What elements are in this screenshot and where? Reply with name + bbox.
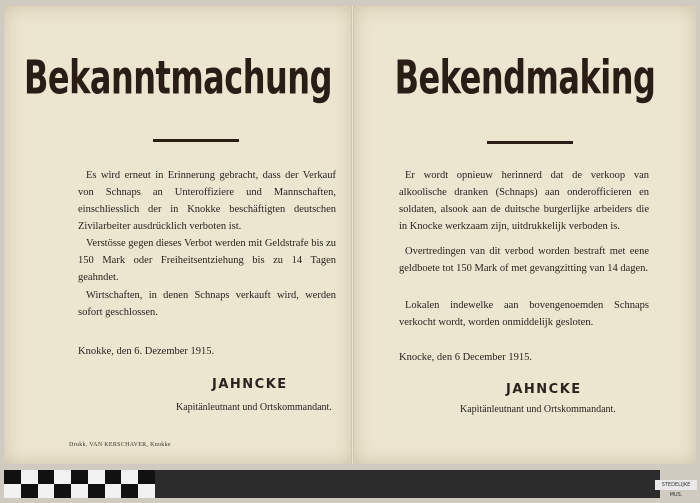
archive-label-badge: STEDELIJKE MUS. bbox=[655, 480, 697, 490]
german-title-rule bbox=[153, 139, 239, 142]
german-paragraph-2: Verstösse gegen dieses Verbot werden mit Geldstrafe bis zu 150 Mark oder Freiheitsentziehung bis zu 14 Tagen geahndet. bbox=[78, 238, 336, 283]
dutch-paragraph-1: Er wordt opnieuw herinnerd dat de verkoop van alkoolische dranken (Schnaps) aan onderofficieren en soldaten, alsook aan de duitsche burgerlijke arbeiders die in Knocke werkzaam zijn, uitdrukkelijk verboden is. bbox=[399, 170, 649, 232]
scale-dark-strip bbox=[155, 470, 660, 498]
dutch-title: Bekendmaking bbox=[394, 50, 656, 106]
dutch-paragraph-3: Lokalen indewelke aan bovengenoemden Schnaps verkocht wordt, worden onmiddelijk gesloten. bbox=[399, 300, 649, 328]
dutch-signatory: JAHNCKE bbox=[506, 382, 582, 397]
dutch-paragraph-2: Overtredingen van dit verbod worden bestraft met eene geldboete tot 150 Mark of met gevangzitting van 14 dagen. bbox=[399, 246, 649, 274]
german-title: Bekanntmachung bbox=[24, 50, 332, 106]
dutch-title-rule bbox=[487, 141, 573, 144]
german-signatory: JAHNCKE bbox=[212, 377, 288, 392]
german-paragraph-3: Wirtschaften, in denen Schnaps verkauft wird, werden sofort geschlossen. bbox=[78, 290, 336, 318]
dutch-signatory-title: Kapitänleutnant und Ortskommandant. bbox=[460, 404, 616, 415]
german-date-line: Knokke, den 6. Dezember 1915. bbox=[78, 346, 215, 357]
dutch-date-line: Knocke, den 6 December 1915. bbox=[399, 352, 532, 363]
printer-credit: Drukk. VAN KERSCHAVER, Knokke bbox=[69, 442, 171, 448]
scale-checker-bar bbox=[4, 470, 155, 498]
german-signatory-title: Kapitänleutnant und Ortskommandant. bbox=[176, 402, 332, 413]
german-paragraph-1: Es wird erneut in Erinnerung gebracht, dass der Verkauf von Schnaps an Unteroffiziere und Mannschaften, einschliesslich der in Knokke beschäftigten deutschen Zivilarbeiter ausdrücklich verboten ist. bbox=[78, 170, 336, 232]
